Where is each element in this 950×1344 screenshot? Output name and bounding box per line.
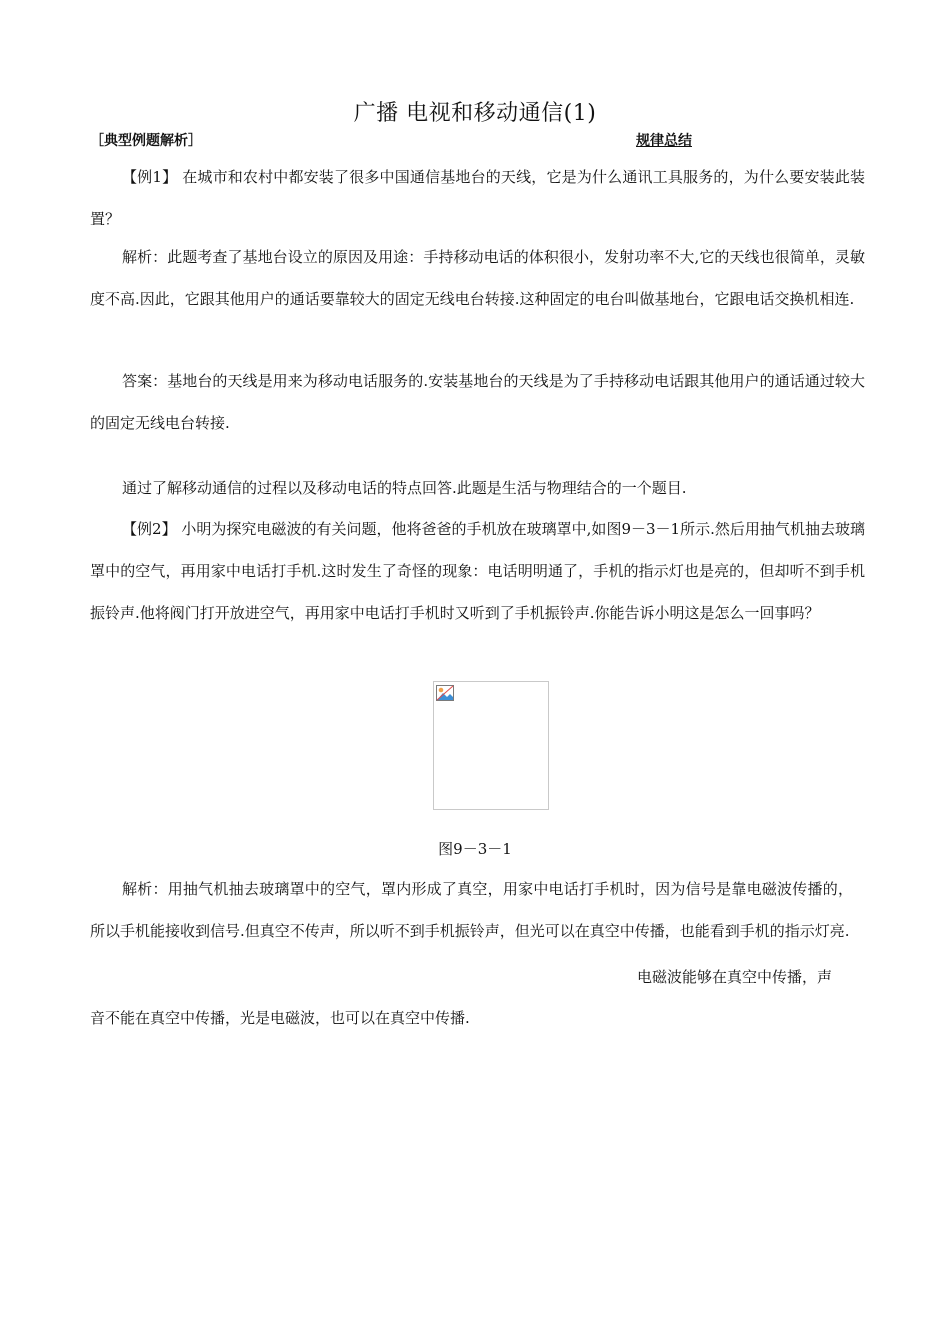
example2-summary-part1: 电磁波能够在真空中传播，声 (637, 968, 833, 986)
example2-summary-part2: 音不能在真空中传播，光是电磁波，也可以在真空中传播. (90, 1009, 470, 1027)
example1-answer: 答案：基地台的天线是用来为移动电话服务的.安装基地台的天线是为了手持移动电话跟其他用户的通话通过较大的固定无线电台转接. (90, 372, 865, 432)
example1-summary: 通过了解移动通信的过程以及移动电话的特点回答.此题是生活与物理结合的一个题目. (122, 479, 687, 497)
broken-image-icon (436, 685, 454, 701)
example1-question (90, 156, 865, 240)
figure-image-placeholder (433, 681, 549, 810)
example2-label: 【例2】 (122, 520, 177, 538)
example2-question (90, 508, 865, 634)
example2-analysis: 解析：用抽气机抽去玻璃罩中的空气，罩内形成了真空，用家中电话打手机时，因为信号是靠电磁波传播的，所以手机能接收到信号.但真空不传声，所以听不到手机振铃声，但光可以在真空中传播，也能看到手机的指示灯亮. (90, 880, 853, 940)
rules-summary-heading: 规律总结 (636, 133, 692, 149)
page-title: 广播 电视和移动通信(1) (353, 101, 597, 126)
example1-question-text: 在城市和农村中都安装了很多中国通信基地台的天线，它是为什么通讯工具服务的，为什么要安装此装置？ (90, 168, 866, 228)
example2-question-text: 小明为探究电磁波的有关问题，他将爸爸的手机放在玻璃罩中,如图9－3－1所示.然后用抽气机抽去玻璃罩中的空气，再用家中电话打手机.这时发生了奇怪的现象：电话明明通了，手机的指示灯也是亮的，但却听不到手机振铃声.他将阀门打开放进空气，再用家中电话打手机时又听到了手机振铃声.你能告诉小明这是怎么一回事吗？ (90, 520, 865, 622)
example1-analysis: 解析：此题考查了基地台设立的原因及用途：手持移动电话的体积很小，发射功率不大,它的天线也很简单，灵敏度不高.因此，它跟其他用户的通话要靠较大的固定无线电台转接.这种固定的电台叫做基地台，它跟电话交换机相连. (90, 248, 865, 308)
example1-label: 【例1】 (122, 168, 178, 186)
figure-caption: 图9－3－1 (438, 840, 512, 858)
section-header: ［典型例题解析］ (90, 133, 202, 149)
